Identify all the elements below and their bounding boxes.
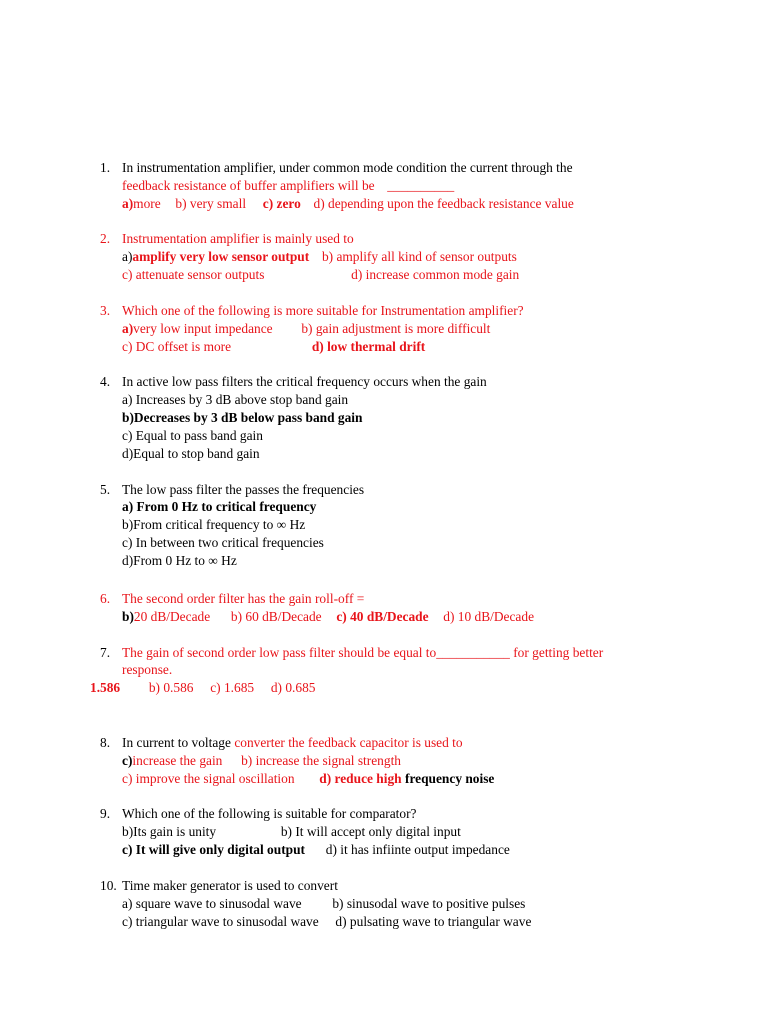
option-row [122, 249, 517, 265]
option-a: more [133, 196, 161, 211]
option-d: d) pulsating wave to triangular wave [335, 914, 532, 929]
option-b: b)From critical frequency to ∞ Hz [122, 517, 306, 532]
option-row [122, 842, 510, 858]
option-a: a) Increases by 3 dB above stop band gain [122, 392, 349, 407]
option-d: d)From 0 Hz to ∞ Hz [122, 553, 237, 568]
question-number: 5. [100, 482, 111, 497]
option-d-rest: frequency noise [404, 771, 495, 786]
option-b: b) increase the signal strength [241, 753, 401, 768]
option-label: a) [122, 321, 134, 336]
option-c: c) In between two critical frequencies [122, 535, 324, 550]
question-text: In instrumentation amplifier, under common mode condition the current through the [122, 160, 573, 175]
option-c: c) Equal to pass band gain [122, 428, 263, 443]
question-text [122, 735, 463, 751]
question-text: In active low pass filters the critical frequency occurs when the gain [122, 374, 487, 389]
option-a: a) square wave to sinusodal wave [122, 896, 302, 911]
option-row [90, 680, 315, 696]
option-a: a) From 0 Hz to critical frequency [122, 499, 317, 514]
option-a: b)Its gain is unity [122, 824, 217, 839]
option-row [122, 339, 425, 355]
option-b: b) very small [175, 196, 247, 211]
question-text: Which one of the following is more suitable for Instrumentation amplifier? [122, 303, 524, 318]
option-d: d)Equal to stop band gain [122, 446, 260, 461]
question-number: 1. [100, 160, 111, 175]
option-a: 20 dB/Decade [133, 609, 211, 624]
question-text: Instrumentation amplifier is mainly used to [122, 231, 354, 246]
option-d: d) depending upon the feedback resistance value [313, 196, 574, 211]
option-row [122, 896, 525, 912]
option-a: very low input impedance [133, 321, 273, 336]
option-label: a) [122, 249, 133, 264]
option-b: b) sinusodal wave to positive pulses [332, 896, 526, 911]
option-d: d) 0.685 [270, 680, 316, 695]
option-b: b) amplify all kind of sensor outputs [321, 249, 517, 264]
option-c: c) 1.685 [210, 680, 255, 695]
option-row [122, 609, 534, 625]
option-a: 1.586 [90, 680, 121, 695]
option-d: d) reduce high [319, 771, 402, 786]
option-d: d) increase common mode gain [351, 267, 520, 282]
option-c: c) triangular wave to sinusodal wave [122, 914, 319, 929]
option-c: c) attenuate sensor outputs [122, 267, 265, 282]
option-row [122, 771, 494, 787]
option-d: d) it has infiinte output impedance [325, 842, 510, 857]
option-a: increase the gain [132, 753, 223, 768]
question-number: 6. [100, 591, 111, 606]
question-text: response. [122, 662, 173, 677]
option-row [122, 196, 574, 212]
question-number: 10. [100, 878, 117, 893]
question-text: The gain of second order low pass filter should be equal to___________ for getting better [122, 645, 604, 660]
option-label: c) [122, 753, 133, 768]
option-b: b)Decreases by 3 dB below pass band gain [122, 410, 363, 425]
question-number: 4. [100, 374, 111, 389]
question-text: The low pass filter the passes the frequencies [122, 482, 365, 497]
question-text: Which one of the following is suitable for comparator? [122, 806, 417, 821]
option-row [122, 753, 401, 769]
question-text: Time maker generator is used to convert [122, 878, 338, 893]
question-text-part: feedback resistance of buffer amplifiers will be [122, 178, 375, 193]
option-row [122, 824, 461, 840]
question-text-part: In current to voltage [122, 735, 231, 750]
question-text [122, 178, 454, 194]
question-number: 2. [100, 231, 111, 246]
option-c: c) zero [262, 196, 301, 211]
option-b: b) gain adjustment is more difficult [301, 321, 491, 336]
option-c: c) 40 dB/Decade [336, 609, 429, 624]
question-number: 7. [100, 645, 111, 660]
question-number: 3. [100, 303, 111, 318]
question-text: The second order filter has the gain roll-off = [122, 591, 365, 606]
question-number: 9. [100, 806, 111, 821]
option-b: b) 60 dB/Decade [230, 609, 322, 624]
question-number: 8. [100, 735, 111, 750]
option-d: d) low thermal drift [311, 339, 426, 354]
option-c: c) DC offset is more [122, 339, 232, 354]
option-d: d) 10 dB/Decade [443, 609, 535, 624]
option-c: c) improve the signal oscillation [122, 771, 295, 786]
option-label: a) [122, 196, 134, 211]
option-row [122, 914, 531, 930]
option-a: amplify very low sensor output [132, 249, 310, 264]
option-row [122, 321, 490, 337]
option-label: b) [122, 609, 134, 624]
option-b: b) It will accept only digital input [280, 824, 461, 839]
option-row [122, 267, 519, 283]
option-b: b) 0.586 [148, 680, 194, 695]
answer-blank: __________ [387, 178, 455, 193]
option-c: c) It will give only digital output [122, 842, 306, 857]
question-text-part: converter the feedback capacitor is used to [234, 735, 463, 750]
